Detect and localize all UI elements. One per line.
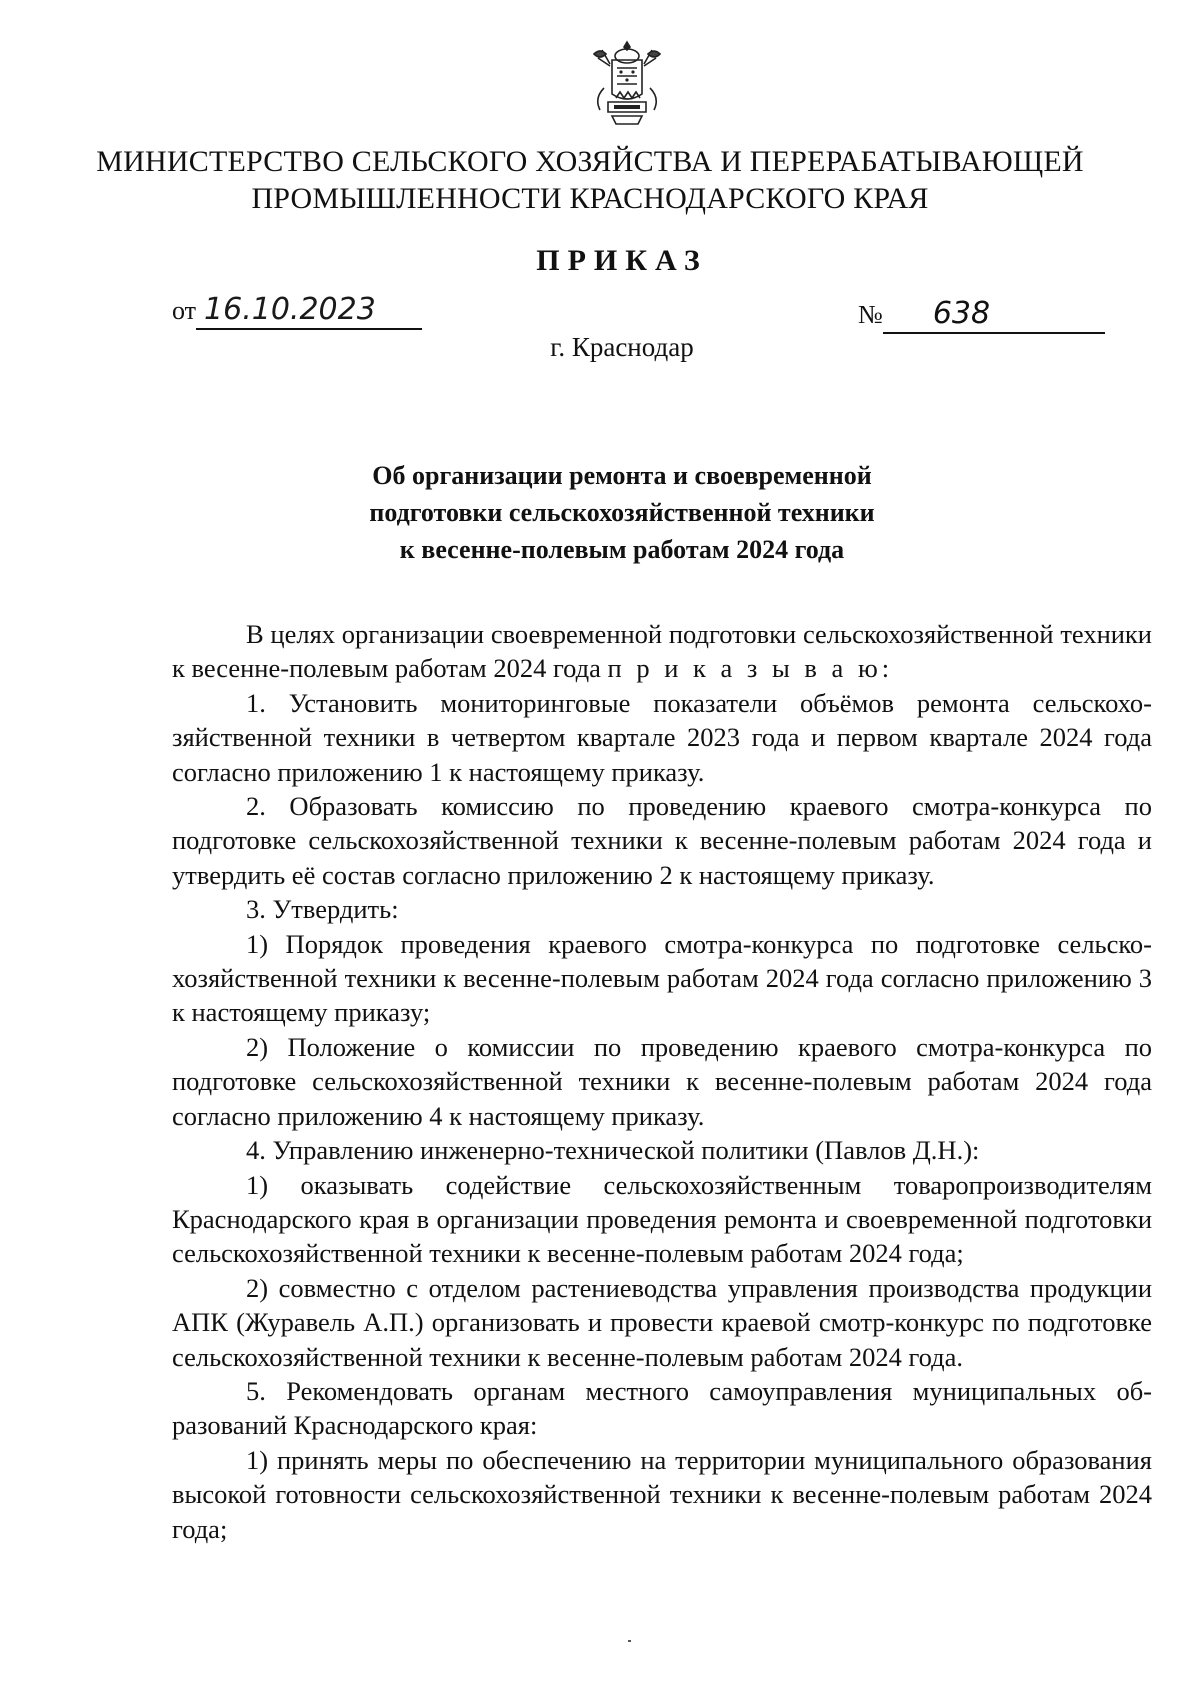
order-body (172, 617, 1152, 1546)
paragraph-5: 5. Рекомендовать органам местного самоуправления муниципальных образований Краснодарского края: (172, 1375, 1152, 1441)
paragraph-4-2: 2) совместно с отделом растениеводства управления производства продукции АПК (Журавель А.П.) организовать и провести краевой смотр-конкурс по подготовке сельскохозяйственной техники к весенне-полевым работам 2024 года. (172, 1272, 1152, 1372)
paragraph-3-1: 1) Порядок проведения краевого смотра-конкурса по подготовке сельскохозяйственной техники к весенне-полевым работам 2024 года согласно приложению 3 к настоящему приказу; (172, 928, 1152, 1028)
ministry-line-1: МИНИСТЕРСТВО СЕЛЬСКОГО ХОЗЯЙСТВА И ПЕРЕРАБАТЫВАЮЩЕЙ (96, 145, 1084, 178)
paragraph-1: 1. Установить мониторинговые показатели объёмов ремонта сельскохозяйственной техники в четвертом квартале 2023 года и первом квартале 2024 года согласно приложению 1 к настоящему приказу. (172, 687, 1152, 787)
paragraph-4-1: 1) оказывать содействие сельскохозяйственным товаропроизводителям Краснодарского края в организации проведения ремонта и своевременной подготовки сельскохозяйственной техники к весенне-полевым работам 2024 года; (172, 1169, 1152, 1269)
date-field (172, 292, 422, 330)
paragraph-5-1: 1) принять меры по обеспечению на территории муниципального образования высокой готовности сельскохозяйственной техники к весенне-полевым работам 2024 года; (172, 1444, 1152, 1544)
paragraph-3-2: 2) Положение о комиссии по проведению краевого смотра-конкурса по подготовке сельскохозяйственной техники к весенне-полевым работам 2024 года согласно приложению 4 к настоящему приказу. (172, 1031, 1152, 1131)
order-subject (0, 457, 1200, 568)
paragraph-2: 2. Образовать комиссию по проведению краевого смотра-конкурса по подготовке сельскохозяйственной техники к весенне-полевым работам 2024 года и утвердить её состав согласно приложению 2 к настоящему приказу. (172, 791, 1152, 890)
ministry-line-2: ПРОМЫШЛЕННОСТИ КРАСНОДАРСКОГО КРАЯ (251, 182, 929, 215)
coat-of-arms-icon (588, 38, 666, 130)
city: г. Краснодар (550, 332, 694, 362)
date-prefix: от (172, 296, 197, 325)
paragraph-4: 4. Управлению инженерно-технической политики (Павлов Д.Н.): (246, 1135, 980, 1166)
intro-text: В целях организации своевременной подготовки сельскохозяйственной техники к весенне-полевым работам 2024 года (172, 619, 1152, 684)
intro-order-word: п р и к а з ы в а ю: (607, 653, 894, 684)
document-type-title: ПРИКАЗ (536, 244, 708, 277)
subject-line-3: к весенне-полевым работам 2024 года (399, 535, 845, 564)
intro-paragraph (172, 617, 1152, 686)
date-value: 16.10.2023 (196, 296, 422, 330)
number-value: 638 (883, 302, 1105, 334)
paragraph-3: 3. Утвердить: (246, 894, 399, 925)
scan-speck (628, 1640, 631, 1642)
subject-line-1: Об организации ремонта и своевременной (372, 461, 872, 490)
number-prefix: № (858, 300, 883, 329)
number-field (858, 296, 1105, 334)
subject-line-2: подготовки сельскохозяйственной техники (369, 498, 875, 527)
ministry-name (90, 143, 1090, 217)
